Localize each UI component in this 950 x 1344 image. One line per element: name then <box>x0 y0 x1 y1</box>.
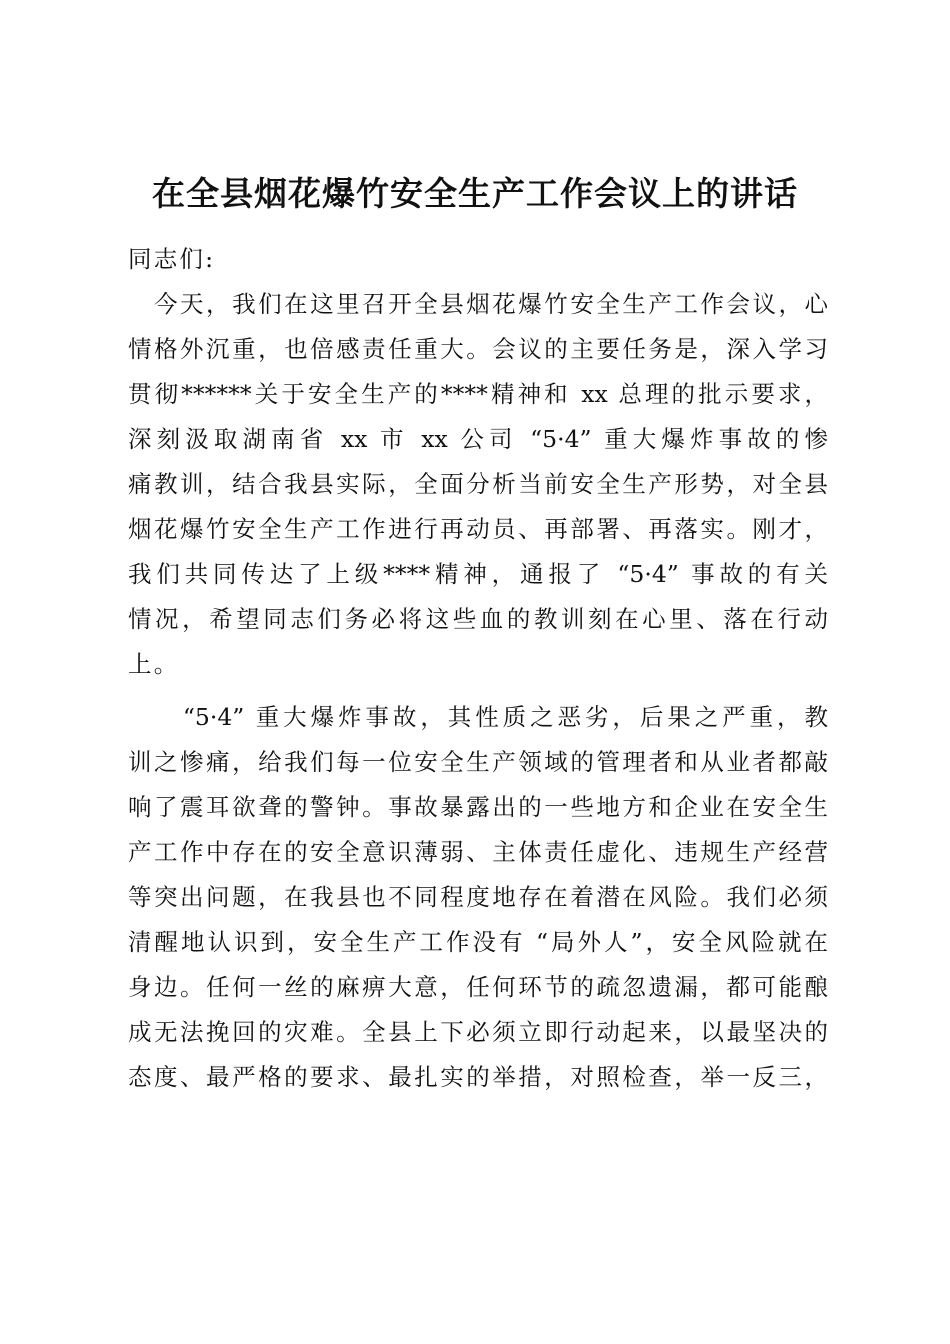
line-text: 我们共同传达了上级****精神，通报了 “5·4” 事故的有关 <box>128 560 828 588</box>
paragraph-2 <box>128 695 828 1100</box>
paragraph-line <box>128 417 828 462</box>
paragraph-gap <box>128 687 828 695</box>
salutation <box>128 237 828 282</box>
paragraph-line <box>128 695 828 740</box>
line-text: 等突出问题，在我县也不同程度地存在着潜在风险。我们必须 <box>128 883 828 911</box>
paragraph-line <box>128 507 828 552</box>
line-text: 态度、最严格的要求、最扎实的举措，对照检查，举一反三， <box>128 1063 828 1091</box>
paragraph-line <box>128 875 828 920</box>
line-text: 烟花爆竹安全生产工作进行再动员、再部署、再落实。刚才， <box>128 515 828 543</box>
line-text: 情况，希望同志们务必将这些血的教训刻在心里、落在行动 <box>128 605 828 633</box>
line-text: 深刻汲取湖南省 xx 市 xx 公司 “5·4” 重大爆炸事故的惨 <box>128 425 828 453</box>
line-text: 响了震耳欲聋的警钟。事故暴露出的一些地方和企业在安全生 <box>128 793 828 821</box>
paragraph-line <box>128 740 828 785</box>
paragraph-line <box>128 830 828 875</box>
paragraph-line <box>128 1055 828 1100</box>
paragraph-line <box>128 327 828 372</box>
line-text: 清醒地认识到，安全生产工作没有 “局外人”，安全风险就在 <box>128 928 828 956</box>
paragraph-line <box>128 965 828 1010</box>
paragraph-line <box>128 372 828 417</box>
line-text: 情格外沉重，也倍感责任重大。会议的主要任务是，深入学习 <box>128 335 828 363</box>
document-body <box>128 237 828 1100</box>
paragraph-1 <box>128 282 828 687</box>
document-title: 在全县烟花爆竹安全生产工作会议上的讲话 <box>152 174 798 213</box>
line-text: 痛教训，结合我县实际，全面分析当前安全生产形势，对全县 <box>128 470 828 498</box>
line-text: 成无法挽回的灾难。全县上下必须立即行动起来，以最坚决的 <box>128 1018 828 1046</box>
paragraph-line <box>128 462 828 507</box>
line-text: “5·4” 重大爆炸事故，其性质之恶劣，后果之严重，教 <box>128 703 828 731</box>
paragraph-line <box>128 1010 828 1055</box>
line-text: 身边。任何一丝的麻痹大意，任何环节的疏忽遗漏，都可能酿 <box>128 973 828 1001</box>
paragraph-line <box>128 552 828 597</box>
line-text: 训之惨痛，给我们每一位安全生产领域的管理者和从业者都敲 <box>128 748 828 776</box>
paragraph-line <box>128 920 828 965</box>
salutation-text: 同志们: <box>128 245 216 273</box>
paragraph-line <box>128 785 828 830</box>
line-text: 产工作中存在的安全意识薄弱、主体责任虚化、违规生产经营 <box>128 838 828 866</box>
paragraph-line <box>128 597 828 642</box>
line-text: 贯彻******关于安全生产的****精神和 xx 总理的批示要求， <box>128 380 828 408</box>
paragraph-line <box>128 642 828 687</box>
line-text: 今天，我们在这里召开全县烟花爆竹安全生产工作会议，心 <box>128 290 828 318</box>
line-text: 上。 <box>128 650 180 678</box>
paragraph-line <box>128 282 828 327</box>
